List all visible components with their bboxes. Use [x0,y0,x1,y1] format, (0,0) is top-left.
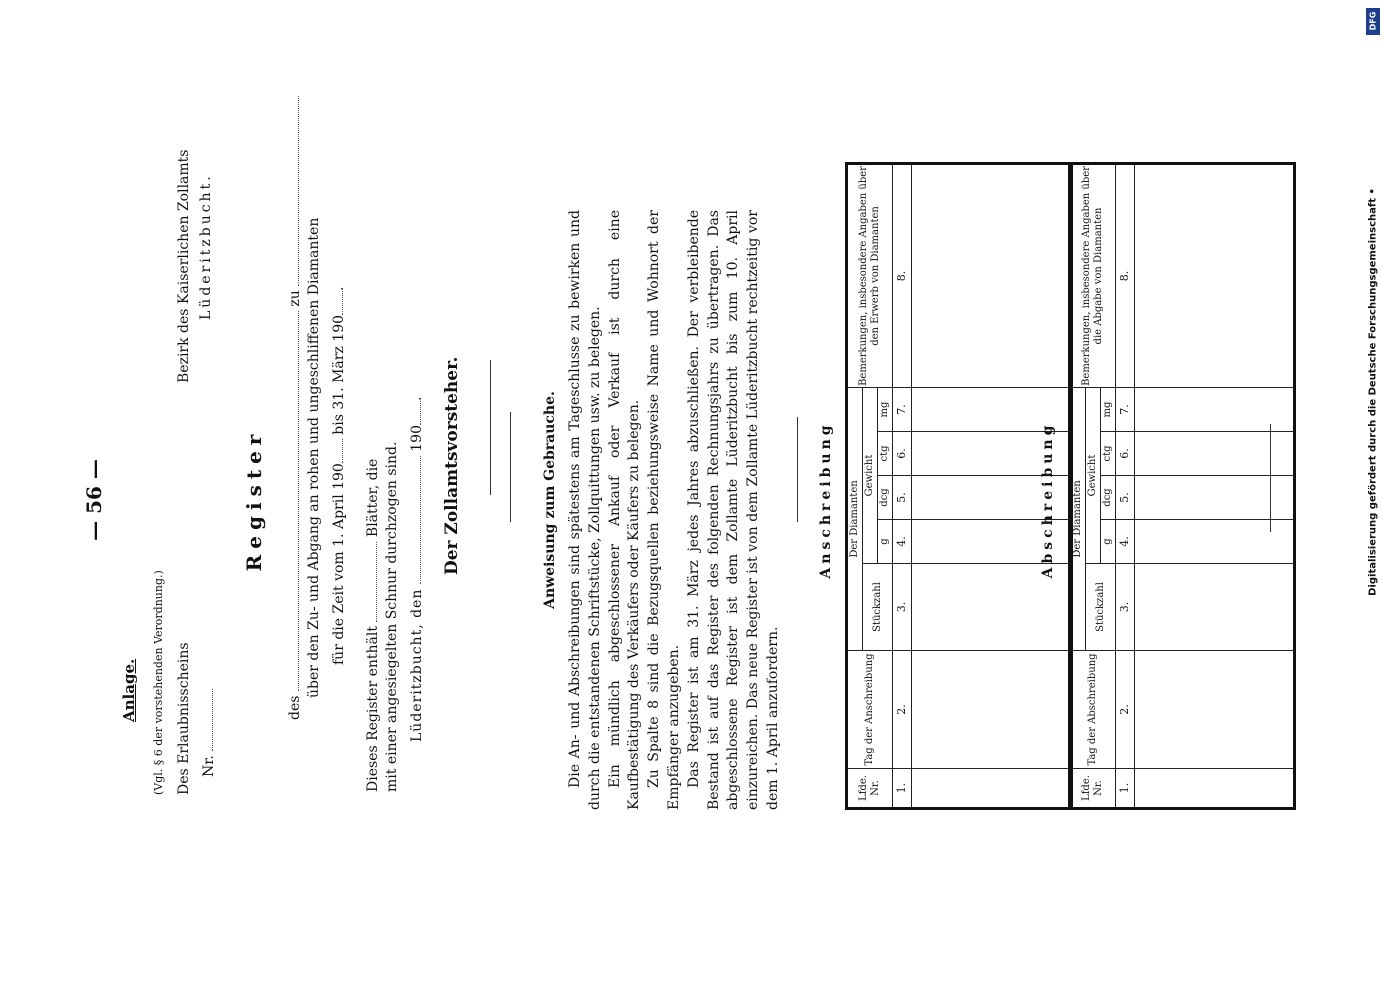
col-count-header: Stückzahl [1086,564,1116,651]
col-count-header: Stückzahl [863,564,893,651]
register-contains [362,459,381,792]
col-g-header: g [1101,520,1116,564]
permit-number [198,689,217,777]
table-cell [912,769,1072,809]
pages-blank [362,542,377,622]
col-number: 1. [1116,769,1135,809]
divider-1 [510,412,511,522]
col-diamonds-header: Der Diamanten [847,387,863,650]
col-diamonds-header: Der Diamanten [1070,387,1086,650]
col-remarks-header: Bemerkungen, insbesondere Angaben über den Erwerb von Diamanten [847,163,893,387]
col-number: 2. [1116,651,1135,769]
table-cell [1135,387,1295,431]
col-number: 3. [1116,564,1135,651]
page-number: — 56 — [82,459,106,541]
start-year-blank [328,439,343,463]
table-cell [1135,651,1295,769]
instructions-body [566,210,784,810]
col-number: 4. [1116,520,1135,564]
officer-signature: Der Zollamtsvorsteher. [442,356,462,575]
contains-label: Dieses Register enthält [365,626,381,792]
location-blank [284,96,299,286]
col-number: 7. [893,387,912,431]
table-cell [1135,432,1295,476]
col-nr-header: Lfde. Nr. [1070,769,1116,809]
col-nr-header: Lfde. Nr. [847,769,893,809]
col-dcg-header: dcg [1101,476,1116,520]
col-number: 3. [893,564,912,651]
table-1-title: Anschreibung [818,421,834,579]
place-date-line: Lüderitzbucht, den 190. [406,397,425,742]
col-ctg-header: ctg [1101,432,1116,476]
pages-label: Blätter, die [365,458,381,538]
end-year-blank [328,291,343,315]
anschreibung-table [845,162,1073,810]
instruction-3: Zu Spalte 8 sind die Bezugsquellen beziehungsweise Name und Wohnort der Empfänger anzugeben. [646,210,682,810]
col-dcg-header: dcg [878,476,893,520]
divider-2 [797,417,798,522]
col-date-header: Tag der Abschreibung [1070,651,1116,769]
zu-label: zu [287,290,303,307]
col-mg-header: mg [1101,387,1116,431]
table-cell [912,163,1072,387]
table-cell [1135,769,1295,809]
year-label: 190 [409,425,425,452]
col-g-header: g [878,520,893,564]
table-cell [1135,163,1295,387]
register-subject: über den Zu- und Abgang an rohen und ungeschliffenen Diamanten [306,217,322,698]
dfg-logo [1366,8,1380,35]
table-cell [1135,564,1295,651]
table-cell [1135,476,1295,520]
instruction-1: Die An- und Abschreibungen sind spätestens am Tageschlusse zu bewirken und durch die entstandenen Schriftstücke, Zollquittungen usw. zu belegen. [567,210,603,810]
abschreibung-table [1068,162,1296,810]
register-sealed: mit einer angesiegelten Schnur durchzogen sind. [384,441,400,792]
register-owner-line [284,96,303,720]
col-number: 1. [893,769,912,809]
year-blank [406,401,421,425]
period-start: für die Zeit vom 1. April 190 [331,463,347,665]
permit-nr-blank [198,689,213,751]
place-date-label: Lüderitzbucht, den [409,588,425,742]
table-2-title: Abschreibung [1040,421,1056,579]
owner-blank [284,311,299,691]
col-number: 6. [1116,432,1135,476]
table-cell [1135,520,1295,564]
col-weight-header: Gewicht [1086,387,1101,563]
register-period [328,287,347,665]
col-number: 5. [893,476,912,520]
district-line-2: Lüderitzbucht. [198,173,214,320]
col-number: 8. [1116,163,1135,387]
instructions-title: Anweisung zum Gebrauche. [542,391,558,609]
col-number: 6. [893,432,912,476]
date-blank [406,456,421,584]
digitization-text: Digitalisierung gefördert durch die Deutsche Forschungsgemeinschaft • [1367,188,1379,596]
instruction-4: Das Register ist am 31. März jedes Jahres abzuschließen. Der verbleibende Bestand ist auf das Register des folgenden Rechnungsjahrs zu übertragen. Das abgeschlossene Register ist dem Zollamte Lüderitzbucht bis zum 10. April einzureichen. Das neue Register ist von dem Zollamte Lüderitzbucht rechtzeitig vor dem 1. April anzufordern. [685,210,781,810]
col-number: 8. [893,163,912,387]
col-number: 2. [893,651,912,769]
district-line-1: Bezirk des Kaiserlichen Zollamts [176,149,192,383]
col-remarks-header: Bemerkungen, insbesondere Angaben über die Abgabe von Diamanten [1070,163,1116,387]
digitization-note [1365,8,1381,988]
col-mg-header: mg [878,387,893,431]
annex-title: Anlage. [120,658,138,722]
register-title: Register [242,428,266,572]
des-label: des [287,695,303,720]
instruction-2: Ein mündlich abgeschlossener Ankauf oder Verkauf ist durch eine Kaufbestätigung des Verkäufers oder Käufers zu belegen. [606,210,643,810]
col-number: 7. [1116,387,1135,431]
col-ctg-header: ctg [878,432,893,476]
col-weight-header: Gewicht [863,387,878,563]
signature-line [490,360,491,495]
dfg-logo-text: DFG [1368,11,1378,31]
reference-note: (Vgl. § 6 der vorstehenden Verordnung.) [152,570,165,795]
col-number: 4. [893,520,912,564]
col-number: 5. [1116,476,1135,520]
permit-label: Des Erlaubnisscheins [176,642,192,795]
period-end: bis 31. März 190 [331,314,347,435]
table-cell [912,651,1072,769]
col-date-header: Tag der Anschreibung [847,651,893,769]
permit-nr-label: Nr. [201,755,217,777]
period-end-dot: . [331,286,347,291]
